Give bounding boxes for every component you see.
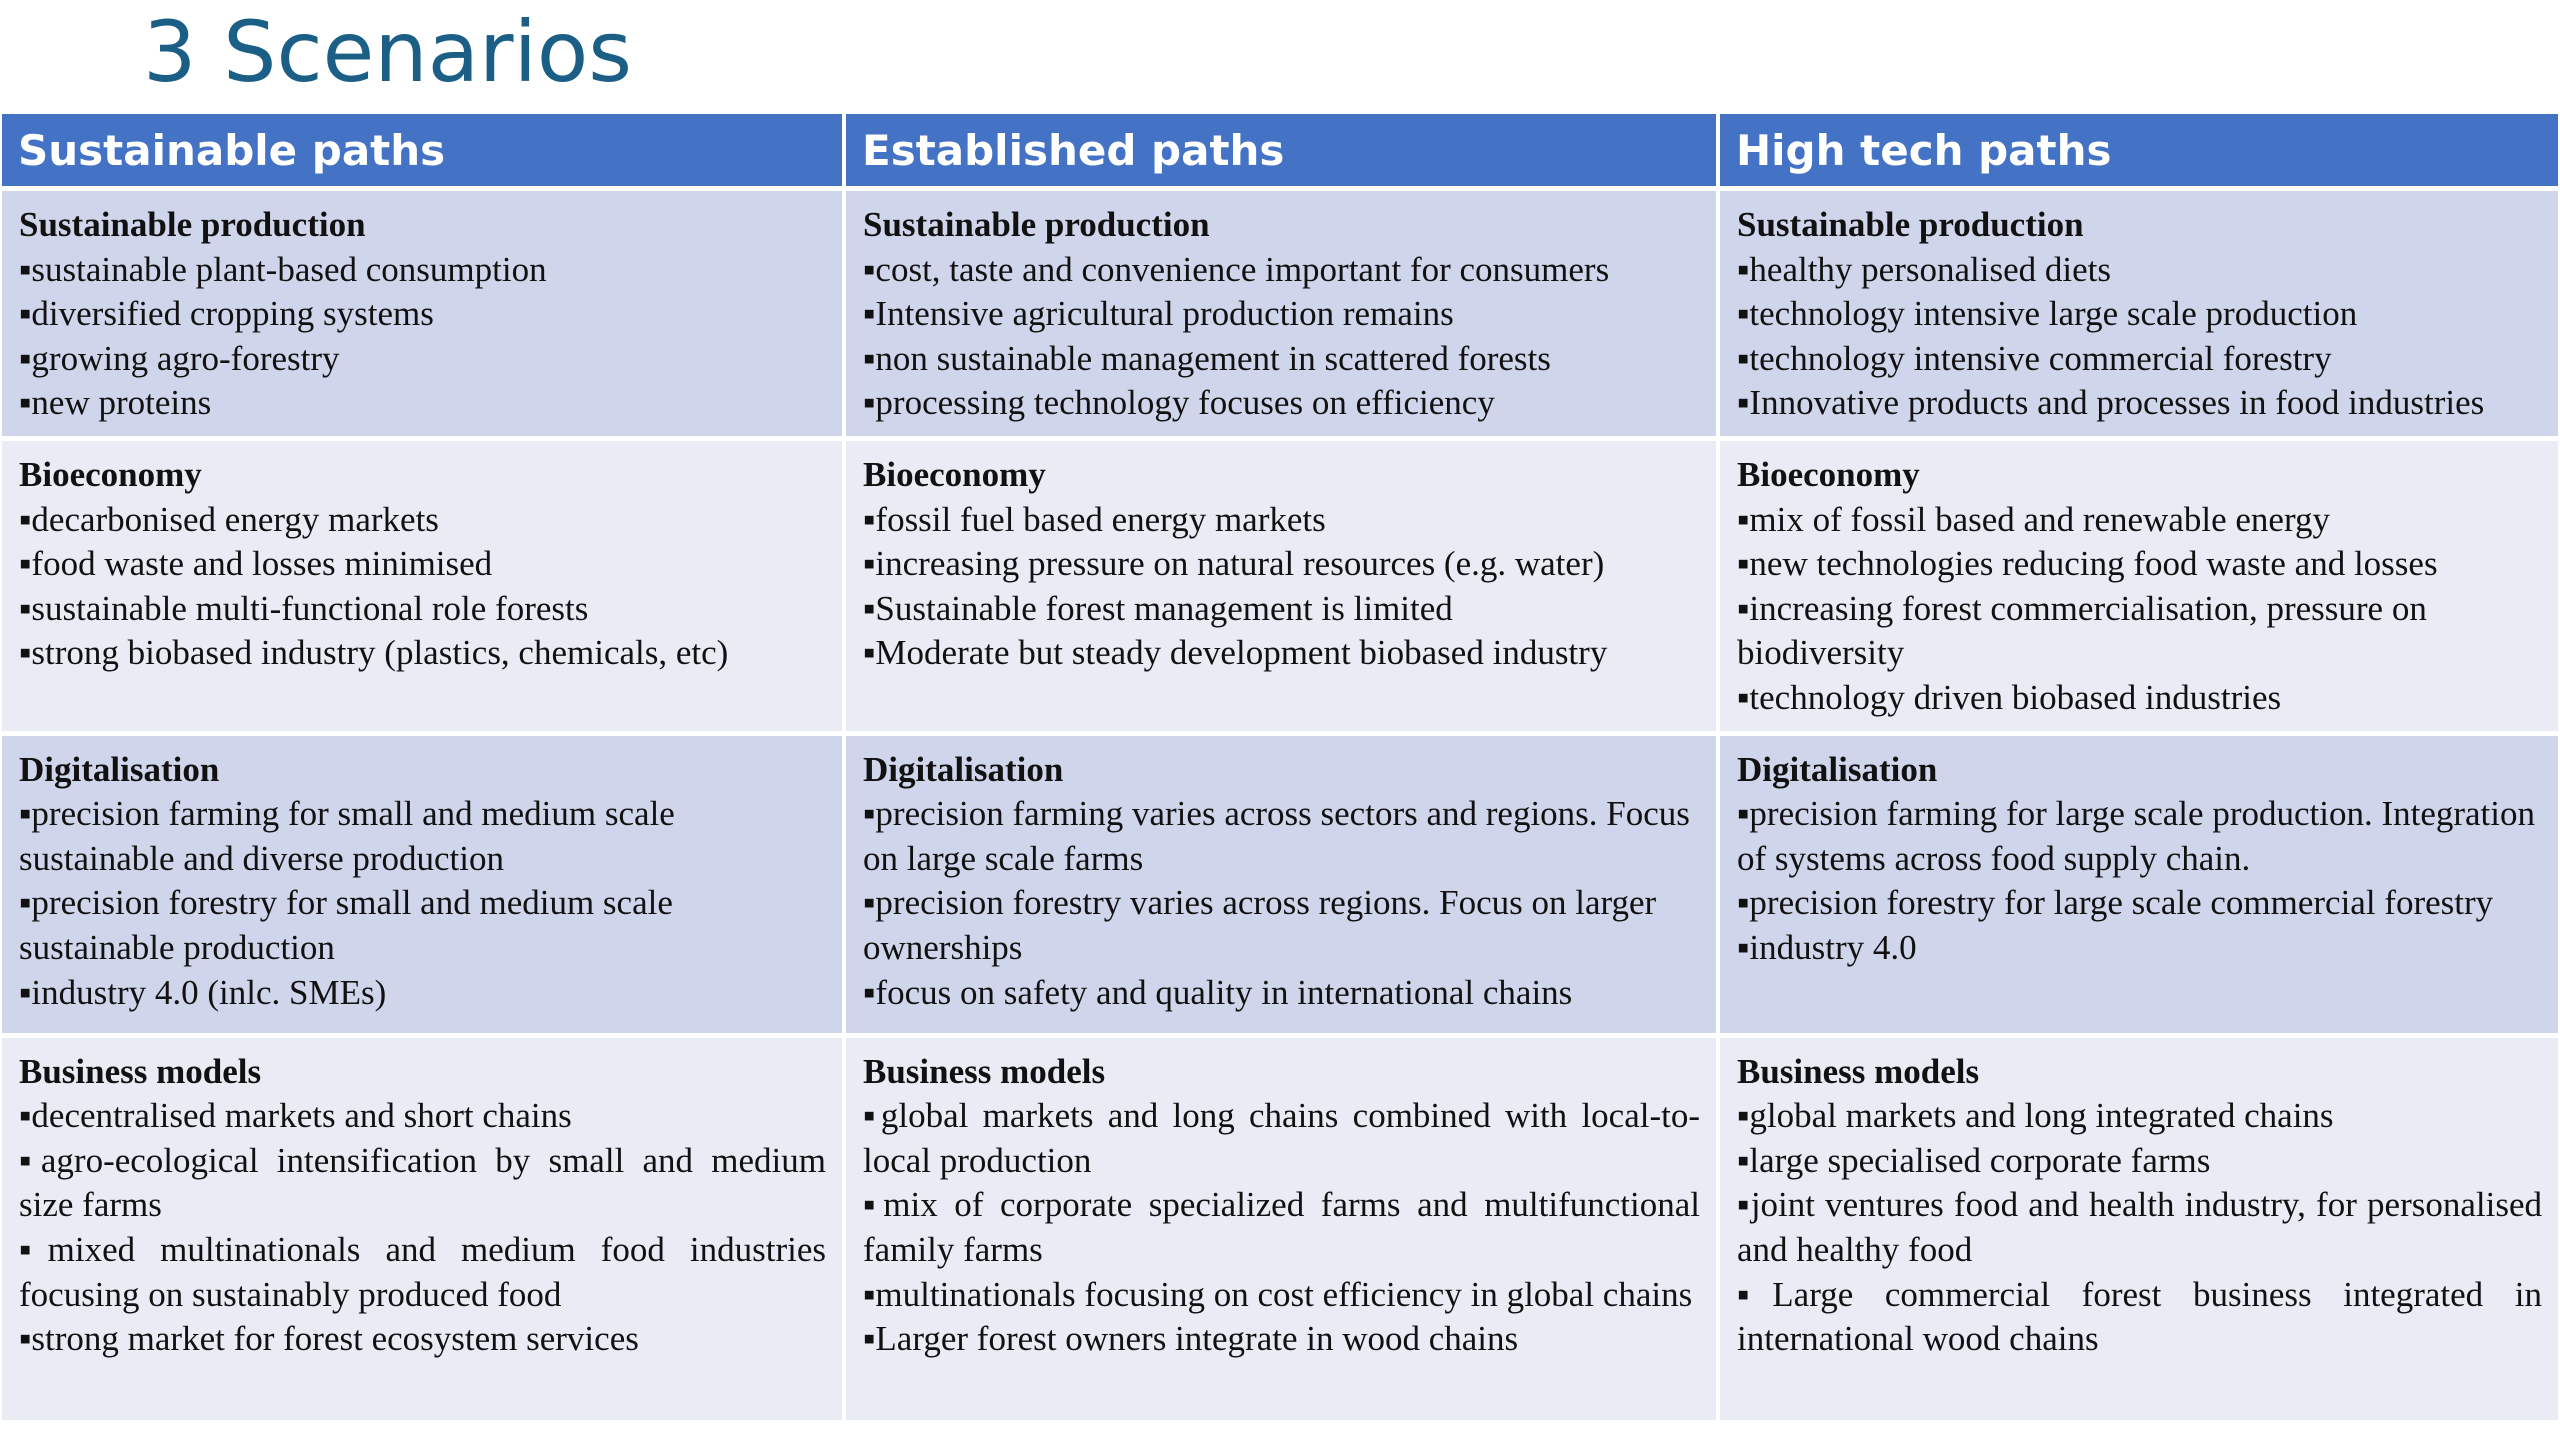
bullet-item: ▪Innovative products and processes in food industries (1737, 383, 2485, 423)
cell-established-digitalisation (846, 736, 1716, 1033)
bullet-item: ▪technology driven biobased industries (1737, 677, 2282, 717)
cell-hightech-bioeconomy (1720, 441, 2558, 731)
bullet-item: ▪precision forestry for small and medium scale sustainable production (19, 883, 673, 967)
bullet-item: ▪diversified cropping systems (19, 294, 434, 334)
bullet-item: ▪precision farming for small and medium scale sustainable and diverse production (19, 794, 675, 878)
bullet-item: ▪sustainable plant-based consumption (19, 249, 547, 289)
bullet-item: ▪Larger forest owners integrate in wood chains (863, 1319, 1519, 1359)
scenarios-table (0, 109, 2560, 1425)
bullet-item: ▪increasing forest commercialisation, pressure on biodiversity (1737, 588, 2427, 673)
bullet-item: ▪new technologies reducing food waste and losses (1737, 544, 2438, 584)
bullet-item: ▪global markets and long integrated chains (1737, 1096, 2334, 1136)
bullet-item: ▪increasing pressure on natural resources (e.g. water) (863, 544, 1605, 584)
bullet-item: ▪growing agro-forestry (19, 338, 340, 378)
cell-heading: Digitalisation (1737, 749, 1938, 789)
header-row (2, 114, 2558, 186)
cell-heading: Digitalisation (19, 749, 220, 789)
bullet-item: ▪precision farming varies across sectors and regions. Focus on large scale farms (863, 794, 1690, 878)
bullet-item: ▪decentralised markets and short chains (19, 1096, 572, 1136)
table-row-production (2, 191, 2558, 436)
bullet-item: ▪precision farming for large scale production. Integration of systems across food supply chain. (1737, 794, 2536, 878)
cell-hightech-production (1720, 191, 2558, 436)
cell-sustainable-production (2, 191, 842, 436)
cell-hightech-digitalisation (1720, 736, 2558, 1033)
bullet-item: ▪joint ventures food and health industry, for personalised and healthy food (1737, 1185, 2542, 1269)
cell-heading: Business models (863, 1051, 1106, 1091)
cell-established-bioeconomy (846, 441, 1716, 731)
column-header-high-tech: High tech paths (1720, 114, 2558, 186)
bullet-item: ▪industry 4.0 (inlc. SMEs) (19, 972, 387, 1012)
bullet-item: ▪mix of corporate specialized farms and multifunctional family farms (863, 1185, 1700, 1269)
bullet-item: ▪new proteins (19, 383, 212, 423)
bullet-item: ▪strong market for forest ecosystem services (19, 1319, 639, 1359)
cell-heading: Bioeconomy (863, 454, 1046, 494)
cell-hightech-business (1720, 1038, 2558, 1420)
bullet-item: ▪mix of fossil based and renewable energy (1737, 499, 2330, 539)
cell-heading: Sustainable production (19, 205, 366, 244)
cell-established-production (846, 191, 1716, 436)
bullet-item: ▪Moderate but steady development biobased industry (863, 633, 1608, 673)
bullet-item: ▪focus on safety and quality in international chains (863, 972, 1573, 1012)
cell-heading: Bioeconomy (19, 454, 202, 494)
column-header-established: Established paths (846, 114, 1716, 186)
bullet-item: ▪decarbonised energy markets (19, 499, 439, 539)
bullet-item: ▪agro-ecological intensification by small and medium size farms (19, 1140, 826, 1225)
bullet-item: ▪processing technology focuses on efficiency (863, 383, 1495, 423)
cell-heading: Business models (1737, 1051, 1980, 1091)
bullet-item: ▪Large commercial forest business integrated in international wood chains (1737, 1274, 2542, 1359)
cell-heading: Bioeconomy (1737, 454, 1920, 494)
bullet-item: ▪Intensive agricultural production remains (863, 294, 1454, 334)
table-row-digitalisation (2, 736, 2558, 1033)
cell-sustainable-business (2, 1038, 842, 1420)
bullet-item: ▪precision forestry varies across regions. Focus on larger ownerships (863, 883, 1657, 967)
bullet-item: ▪sustainable multi-functional role forests (19, 588, 589, 628)
cell-sustainable-bioeconomy (2, 441, 842, 731)
bullet-item: ▪cost, taste and convenience important for consumers (863, 249, 1610, 289)
bullet-item: ▪strong biobased industry (plastics, chemicals, etc) (19, 633, 729, 673)
table-row-business-models (2, 1038, 2558, 1420)
bullet-item: ▪global markets and long chains combined with local-to-local production (863, 1096, 1700, 1180)
cell-established-business (846, 1038, 1716, 1420)
cell-heading: Business models (19, 1051, 262, 1091)
bullet-item: ▪mixed multinationals and medium food industries focusing on sustainably produced food (19, 1229, 826, 1314)
bullet-item: ▪technology intensive large scale production (1737, 294, 2358, 334)
bullet-item: ▪industry 4.0 (1737, 927, 1917, 967)
bullet-item: ▪healthy personalised diets (1737, 249, 2111, 289)
bullet-item: ▪precision forestry for large scale commercial forestry (1737, 883, 2494, 923)
bullet-item: ▪non sustainable management in scattered forests (863, 338, 1551, 378)
table-row-bioeconomy (2, 441, 2558, 731)
page-title: 3 Scenarios (143, 3, 633, 101)
bullet-item: ▪large specialised corporate farms (1737, 1140, 2211, 1180)
column-header-sustainable: Sustainable paths (2, 114, 842, 186)
cell-heading: Sustainable production (863, 205, 1210, 244)
bullet-item: ▪multinationals focusing on cost efficiency in global chains (863, 1274, 1693, 1314)
bullet-item: ▪fossil fuel based energy markets (863, 499, 1326, 539)
bullet-item: ▪technology intensive commercial forestry (1737, 338, 2332, 378)
cell-heading: Sustainable production (1737, 205, 2084, 244)
cell-heading: Digitalisation (863, 749, 1064, 789)
cell-sustainable-digitalisation (2, 736, 842, 1033)
bullet-item: ▪Sustainable forest management is limited (863, 588, 1453, 628)
bullet-item: ▪food waste and losses minimised (19, 544, 493, 584)
